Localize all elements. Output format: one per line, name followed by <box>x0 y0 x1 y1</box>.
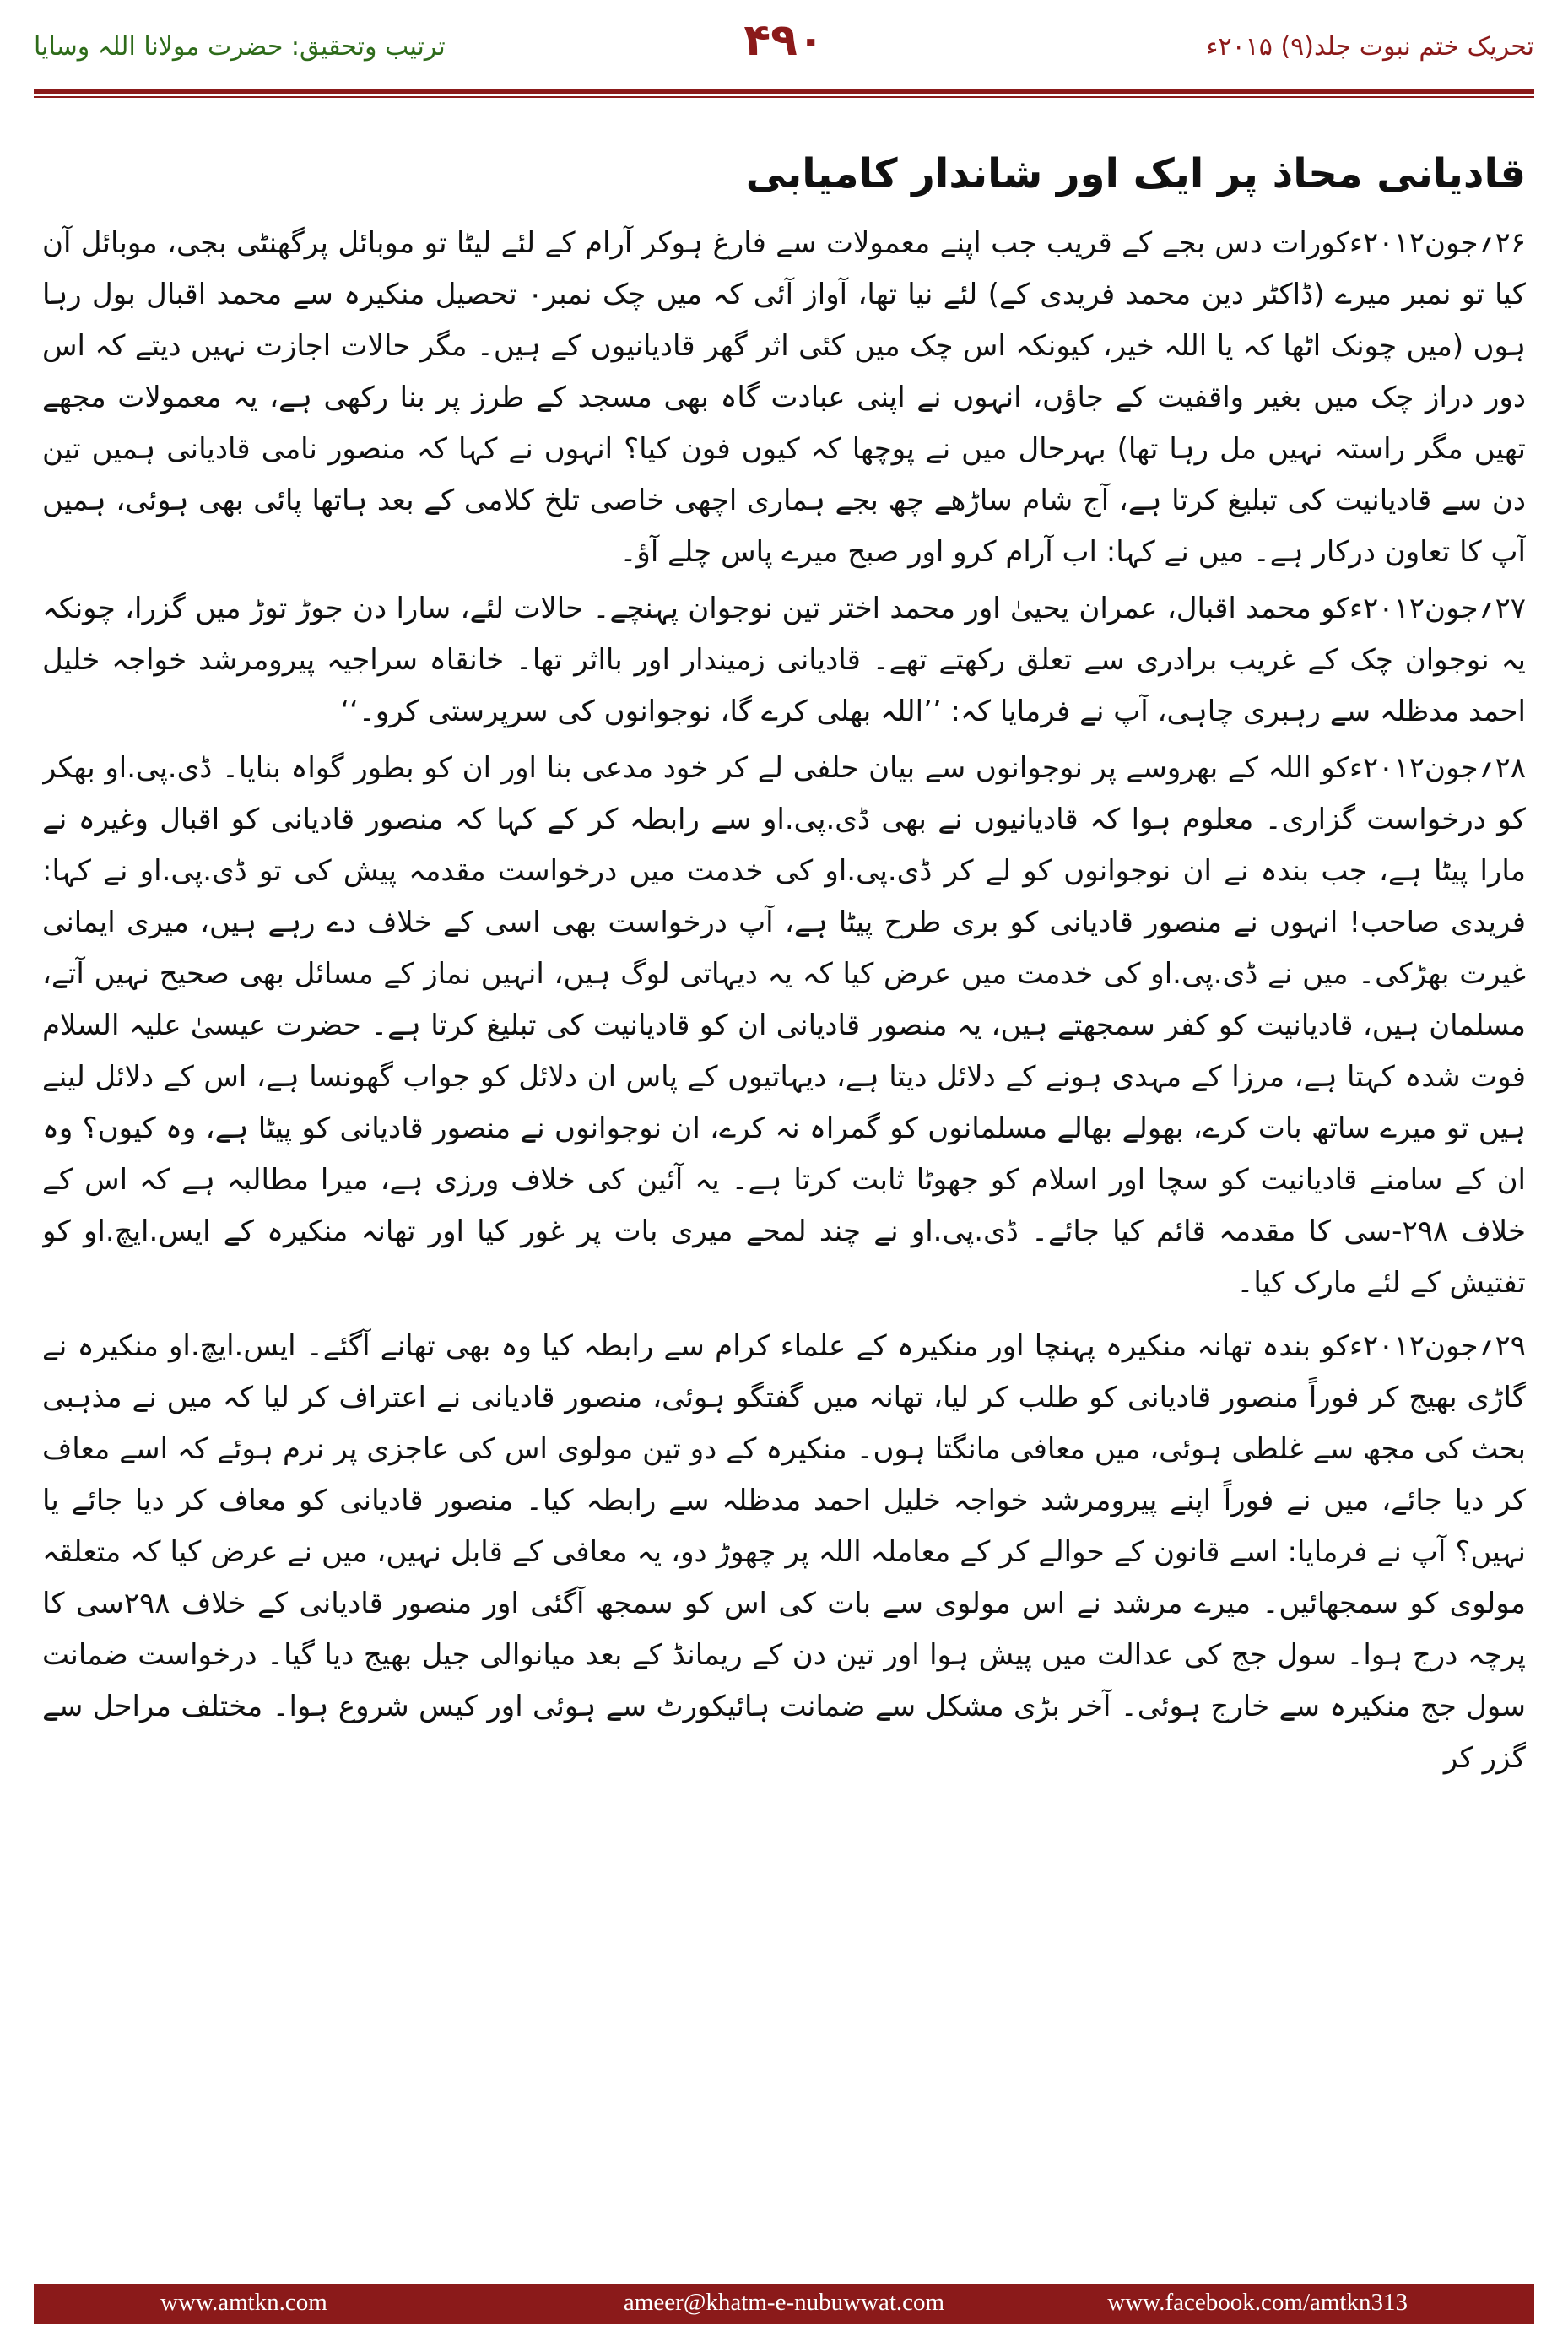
paragraph-june-29: ۲۹؍جون۲۰۱۲ءکو بندہ تھانہ منکیرہ پہنچا اور منکیرہ کے علماء کرام سے رابطہ کیا وہ بھی تھانے آگئے۔ ایس.ایچ.او منکیرہ نے گاڑی بھیج کر فوراً منصور قادیانی کو طلب کر لیا، تھانہ میں گفتگو ہوئی، منصور قادیانی نے اعتراف کر لیا کہ میں نے مذہبی بحث کی مجھ سے غلطی ہوئی، میں معافی مانگتا ہوں۔ منکیرہ کے دو تین مولوی اس کی عاجزی پر نرم ہوئے کہ اسے معاف کر دیا جائے، میں نے فوراً اپنے پیرومرشد خواجہ خلیل احمد مدظلہ سے رابطہ کیا۔ منصور قادیانی کو معاف کر دیا جائے یا نہیں؟ آپ نے فرمایا: اسے قانون کے حوالے کر کے معاملہ اللہ پر چھوڑ دو، یہ معافی کے قابل نہیں، میں نے عرض کیا کہ متعلقہ مولوی کو سمجھائیں۔ میرے مرشد نے اس مولوی سے بات کی اس کو سمجھ آگئی اور منصور قادیانی کے خلاف ۲۹۸سی کا پرچہ درج ہوا۔ سول جج کی عدالت میں پیش ہوا اور تین دن کے ریمانڈ کے بعد میانوالی جیل بھیج دیا گیا۔ درخواست ضمانت سول جج منکیرہ سے خارج ہوئی۔ آخر بڑی مشکل سے ضمانت ہائیکورٹ سے ہوئی اور کیس شروع ہوا۔ مختلف مراحل سے گزر کر <box>42 1329 1526 1775</box>
compiler-credit: ترتیب وتحقیق: حضرت مولانا اللہ وسایا <box>34 32 446 62</box>
paragraph-june-28: ۲۸؍جون۲۰۱۲ءکو اللہ کے بھروسے پر نوجوانوں سے بیان حلفی لے کر خود مدعی بنا اور ان کو بطور گواہ بنایا۔ ڈی.پی.او بھکر کو درخواست گزاری۔ معلوم ہوا کہ قادیانیوں نے بھی ڈی.پی.او سے رابطہ کر کے کہا کہ منصور قادیانی کو اقبال وغیرہ نے مارا پیٹا ہے، جب بندہ نے ان نوجوانوں کو لے کر ڈی.پی.او کی خدمت میں درخواست مقدمہ پیش کی تو ڈی.پی.او نے کہا: فریدی صاحب! انہوں نے منصور قادیانی کو بری طرح پیٹا ہے، آپ درخواست بھی اسی کے خلاف دے رہے ہیں، میری ایمانی غیرت بھڑکی۔ میں نے ڈی.پی.او کی خدمت میں عرض کیا کہ یہ دیہاتی لوگ ہیں، انہیں نماز کے مسائل بھی صحیح نہیں آتے، مسلمان ہیں، قادیانیت کو کفر سمجھتے ہیں، یہ منصور قادیانی ان کو قادیانیت کی تبلیغ کرتا ہے۔ حضرت عیسیٰ علیہ السلام فوت شدہ کہتا ہے، مرزا کے مہدی ہونے کے دلائل دیتا ہے، دیہاتیوں کے پاس ان دلائل کو جواب گھونسا ہے، اس کے دلائل لینے ہیں تو میرے ساتھ بات کرے، بھولے بھالے مسلمانوں کو گمراہ نہ کرے، ان نوجوانوں نے منصور قادیانی کو پیٹا ہے، وہ کیوں؟ وہ ان کے سامنے قادیانیت کو سچا اور اسلام کو جھوٹا ثابت کرتا ہے۔ یہ آئین کی خلاف ورزی ہے، میرا مطالبہ ہے کہ اس کے خلاف ۲۹۸-سی کا مقدمہ قائم کیا جائے۔ ڈی.پی.او نے چند لمحے میری بات پر غور کیا اور تھانہ منکیرہ کے ایس.ایچ.او کو تفتیش کے لئے مارک کیا۔ <box>42 751 1526 1300</box>
footer-website-link[interactable]: www.amtkn.com <box>160 2289 327 2316</box>
header-divider-thin <box>34 96 1534 98</box>
paragraph-june-26: ۲۶؍جون۲۰۱۲ءکورات دس بجے کے قریب جب اپنے معمولات سے فارغ ہوکر آرام کے لئے لیٹا تو موبائل پرگھنٹی بجی، موبائل آن کیا تو نمبر میرے (ڈاکٹر دین محمد فریدی کے) لئے نیا تھا، آواز آئی کہ میں چک نمبر۰ تحصیل منکیرہ سے محمد اقبال بول رہا ہوں (میں چونک اٹھا کہ یا اللہ خیر، کیونکہ اس چک میں کئی اثر گھر قادیانیوں کے ہیں۔ مگر حالات اجازت نہیں دیتے کہ اس دور دراز چک میں بغیر واقفیت کے جاؤں، انہوں نے اپنی عبادت گاہ بھی مسجد کے طرز پر بنا رکھی ہے، یہ معمولات مجھے تھیں مگر راستہ نہیں مل رہا تھا) بہرحال میں نے پوچھا کہ کیوں فون کیا؟ انہوں نے کہا کہ منصور نامی قادیانی ہمیں تین دن سے قادیانیت کی تبلیغ کرتا ہے، آج شام ساڑھے چھ بجے ہماری اچھی خاصی تلخ کلامی کے بعد ہاتھا پائی بھی ہوئی، ہمیں آپ کا تعاون درکار ہے۔ میں نے کہا: اب آرام کرو اور صبح میرے پاس چلے آؤ۔ <box>42 226 1526 569</box>
footer-email-link[interactable]: ameer@khatm-e-nubuwwat.com <box>623 2289 945 2316</box>
page-header <box>34 15 1534 81</box>
page-number: ۴۹۰ <box>743 15 825 66</box>
footer-facebook-link[interactable]: www.facebook.com/amtkn313 <box>1107 2289 1408 2316</box>
article-title: قادیانی محاذ پر ایک اور شاندار کامیابی <box>745 150 1526 197</box>
article-body <box>42 135 1526 2211</box>
book-title: تحریک ختم نبوت جلد(۹) ۲۰۱۵ء <box>1206 32 1534 62</box>
page-footer <box>34 2284 1534 2324</box>
paragraph-june-27: ۲۷؍جون۲۰۱۲ءکو محمد اقبال، عمران یحییٰ اور محمد اختر تین نوجوان پہنچے۔ حالات لئے، سارا دن جوڑ توڑ میں گزرا، چونکہ یہ نوجوان چک کے غریب برادری سے تعلق رکھتے تھے۔ قادیانی زمیندار اور بااثر تھا۔ خانقاہ سراجیہ پیرومرشد خواجہ خلیل احمد مدظلہ سے رہبری چاہی، آپ نے فرمایا کہ: ’’اللہ بھلی کرے گا، نوجوانوں کی سرپرستی کرو۔‘‘ <box>42 592 1526 728</box>
header-divider <box>34 89 1534 94</box>
